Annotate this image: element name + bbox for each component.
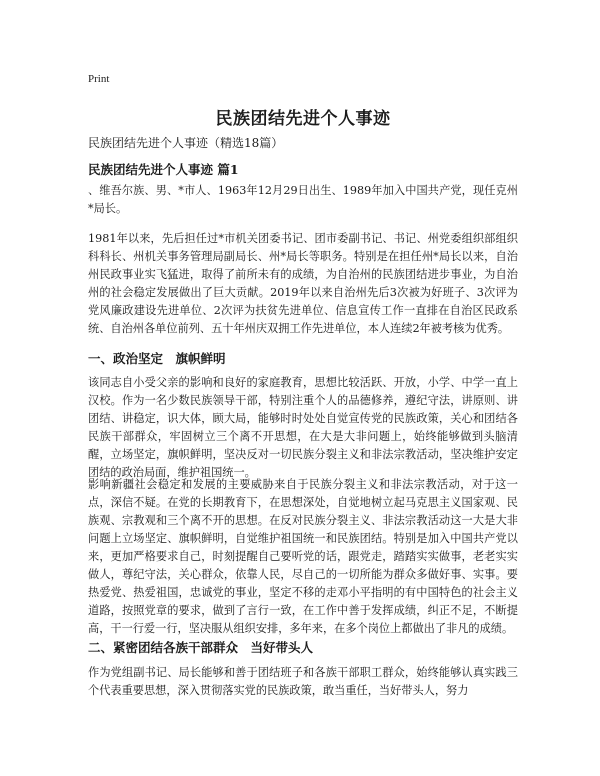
document-subtitle: 民族团结先进个人事迹（精选18篇） bbox=[88, 136, 284, 150]
section-heading: 一、政治坚定 旗帜鲜明 bbox=[88, 351, 226, 366]
paragraph: 该同志自小受父亲的影响和良好的家庭教育，思想比较活跃、开放，小学、中学一直上汉校。作为一名少数民族领导干部，特别注重个人的品德修养，遵纪守法，讲原则、讲团结、讲稳定，识大体，顾大局，能够时时处处自觉宣传党的民族政策，关心和团结各民族干部群众，牢固树立三个离不开思想，在大是大非问题上，始终能够做到头脑清醒，立场坚定，旗帜鲜明，坚决反对一切民族分裂主义和非法宗教活动，坚决维护安定团结的政治局面，维护祖国统一。 bbox=[88, 376, 518, 479]
paragraph: 作为党组副书记、局长能够和善于团结班子和各族干部职工群众，始终能够认真实践三个代表重要思想，深入贯彻落实党的民族政策，敢当重任，当好带头人，努力 bbox=[88, 666, 518, 697]
paragraph: 、维吾尔族、男、*市人、1963年12月29日出生、1989年加入中国共产党，现任克州*局长。 bbox=[88, 184, 518, 215]
paragraph: 1981年以来，先后担任过*市机关团委书记、团市委副书记、书记、州党委组织部组织科科长、州机关事务管理局副局长、州*局长等职务。特别是在担任州*局长以来，自治州民政事业实飞猛进，取得了前所未有的成绩，为自治州的民族团结进步事业，为自治州的社会稳定发展做出了巨大贡献。2019年以来自治州先后3次被为好班子、3次评为党风廉政建设先进单位、2次评为扶贫先进单位、信息宣传工作一直排在自治区民政系统、自治州各单位前列、五十年州庆双拥工作先进单位，本人连续2年被考核为优秀。 bbox=[88, 232, 518, 335]
print-label[interactable]: Print bbox=[88, 73, 110, 85]
part-heading: 民族团结先进个人事迹 篇1 bbox=[88, 162, 239, 177]
page-title: 民族团结先进个人事迹 bbox=[215, 109, 391, 129]
section-heading: 二、紧密团结各族干部群众 当好带头人 bbox=[88, 640, 314, 655]
paragraph: 影响新疆社会稳定和发展的主要威胁来自于民族分裂主义和非法宗教活动，对于这一点，深信不疑。在党的长期教育下，在思想深处，自觉地树立起马克思主义国家观、民族观、宗教观和三个离不开的思想。在反对民族分裂主义、非法宗教活动这一大是大非问题上立场坚定、旗帜鲜明，自觉维护祖国统一和民族团结。特别是加入中国共产党以来，更加严格要求自己，时刻提醒自己要听党的话，跟党走，踏踏实实做事，老老实实做人，尊纪守法，关心群众，依靠人民，尽自己的一切所能为群众多做好事、实事。要热爱党、热爱祖国，忠诚党的事业，坚定不移的走邓小平指明的有中国特色的社会主义道路，按照党章的要求，做到了言行一致，在工作中善于发挥成绩，纠正不足，不断提高，干一行爱一行，坚决服从组织安排，多年来，在多个岗位上都做出了非凡的成绩。 bbox=[88, 478, 518, 635]
